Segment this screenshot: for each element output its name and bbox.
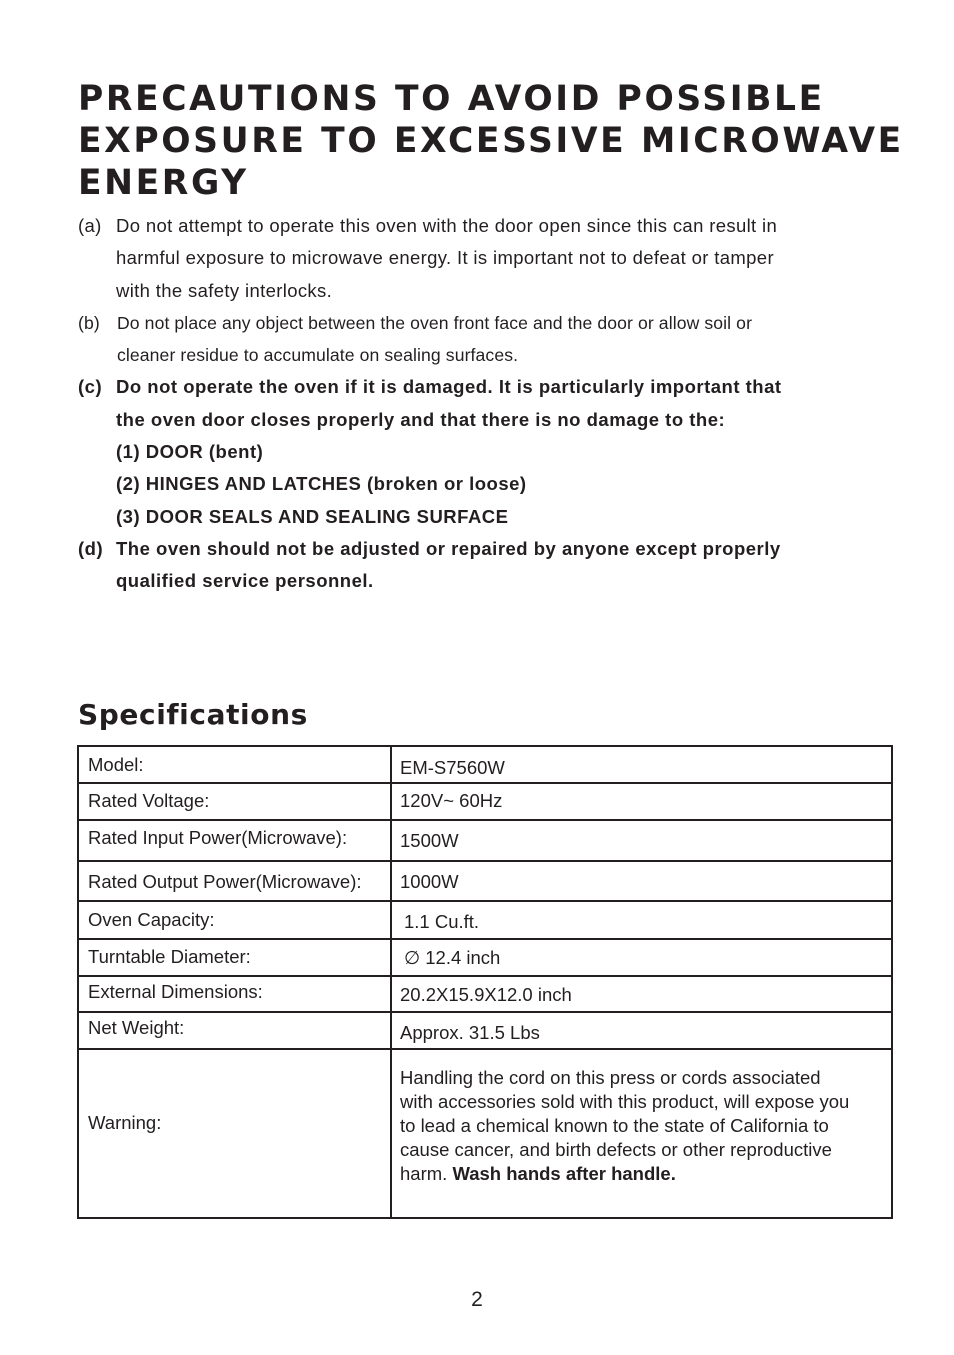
precaution-text: qualified service personnel. xyxy=(116,570,374,592)
spec-label: Turntable Diameter: xyxy=(78,939,391,976)
table-row xyxy=(78,1049,892,1218)
spec-value: 120V~ 60Hz xyxy=(391,783,892,820)
page-title xyxy=(78,78,904,204)
precaution-c xyxy=(78,371,898,532)
spec-value: ∅ 12.4 inch xyxy=(391,939,892,976)
warning-emphasis: Wash hands after handle. xyxy=(452,1163,676,1184)
table-row xyxy=(78,783,892,820)
warning-line xyxy=(400,1162,891,1186)
warning-line: to lead a chemical known to the state of California to xyxy=(400,1115,829,1136)
precaution-a xyxy=(78,210,898,307)
warning-text-start: harm. xyxy=(400,1163,448,1184)
table-row xyxy=(78,820,892,861)
spec-label: Rated Input Power(Microwave): xyxy=(78,820,391,861)
precaution-text: Do not operate the oven if it is damaged. It is particularly important that xyxy=(116,376,782,398)
list-marker: (d) xyxy=(78,537,104,559)
warning-line: Handling the cord on this press or cords associated xyxy=(400,1067,821,1088)
list-marker: (a) xyxy=(78,215,102,236)
precaution-text: Do not place any object between the oven front face and the door or allow soil or xyxy=(117,312,753,333)
spec-label: External Dimensions: xyxy=(78,976,391,1012)
spec-label: Rated Output Power(Microwave): xyxy=(78,861,391,901)
warning-line: cause cancer, and birth defects or other reproductive xyxy=(400,1139,832,1160)
spec-value: EM-S7560W xyxy=(391,746,892,783)
precaution-text: the oven door closes properly and that there is no damage to the: xyxy=(116,408,726,430)
precaution-text: harmful exposure to microwave energy. It is important not to defeat or tamper xyxy=(116,247,774,269)
precaution-text: Do not attempt to operate this oven with the door open since this can result in xyxy=(116,215,778,236)
precaution-text: with the safety interlocks. xyxy=(116,279,333,301)
precaution-b xyxy=(78,307,898,372)
damage-item-seals: (3) DOOR SEALS AND SEALING SURFACE xyxy=(116,505,509,527)
table-row xyxy=(78,746,892,783)
spec-value: Approx. 31.5 Lbs xyxy=(391,1012,892,1049)
title-line: ENERGY xyxy=(78,163,249,203)
precaution-d xyxy=(78,533,898,598)
warning-text xyxy=(391,1049,892,1218)
warning-line: with accessories sold with this product, will expose you xyxy=(400,1091,850,1112)
spec-value: 20.2X15.9X12.0 inch xyxy=(391,976,892,1012)
precautions-list xyxy=(78,210,898,598)
spec-label: Model: xyxy=(78,746,391,783)
title-line: EXPOSURE TO EXCESSIVE MICROWAVE xyxy=(78,121,904,161)
spec-label: Net Weight: xyxy=(78,1012,391,1049)
spec-value: 1.1 Cu.ft. xyxy=(391,901,892,939)
list-marker: (c) xyxy=(78,376,103,398)
spec-value: 1000W xyxy=(391,861,892,901)
table-row xyxy=(78,1012,892,1049)
table-row xyxy=(78,976,892,1012)
precaution-text: The oven should not be adjusted or repaired by anyone except properly xyxy=(116,537,781,559)
table-row xyxy=(78,901,892,939)
spec-value: 1500W xyxy=(391,820,892,861)
title-line: PRECAUTIONS TO AVOID POSSIBLE xyxy=(78,79,825,119)
page-number: 2 xyxy=(471,1288,483,1311)
spec-label: Rated Voltage: xyxy=(78,783,391,820)
list-marker: (b) xyxy=(78,312,100,333)
table-row xyxy=(78,939,892,976)
spec-label: Oven Capacity: xyxy=(78,901,391,939)
warning-label: Warning: xyxy=(78,1049,391,1218)
precaution-text: cleaner residue to accumulate on sealing surfaces. xyxy=(117,345,519,366)
specifications-heading: Specifications xyxy=(78,698,308,731)
damage-item-door: (1) DOOR (bent) xyxy=(116,441,264,463)
table-row xyxy=(78,861,892,901)
specifications-table xyxy=(77,745,893,1219)
damage-item-hinges: (2) HINGES AND LATCHES (broken or loose) xyxy=(116,473,527,495)
